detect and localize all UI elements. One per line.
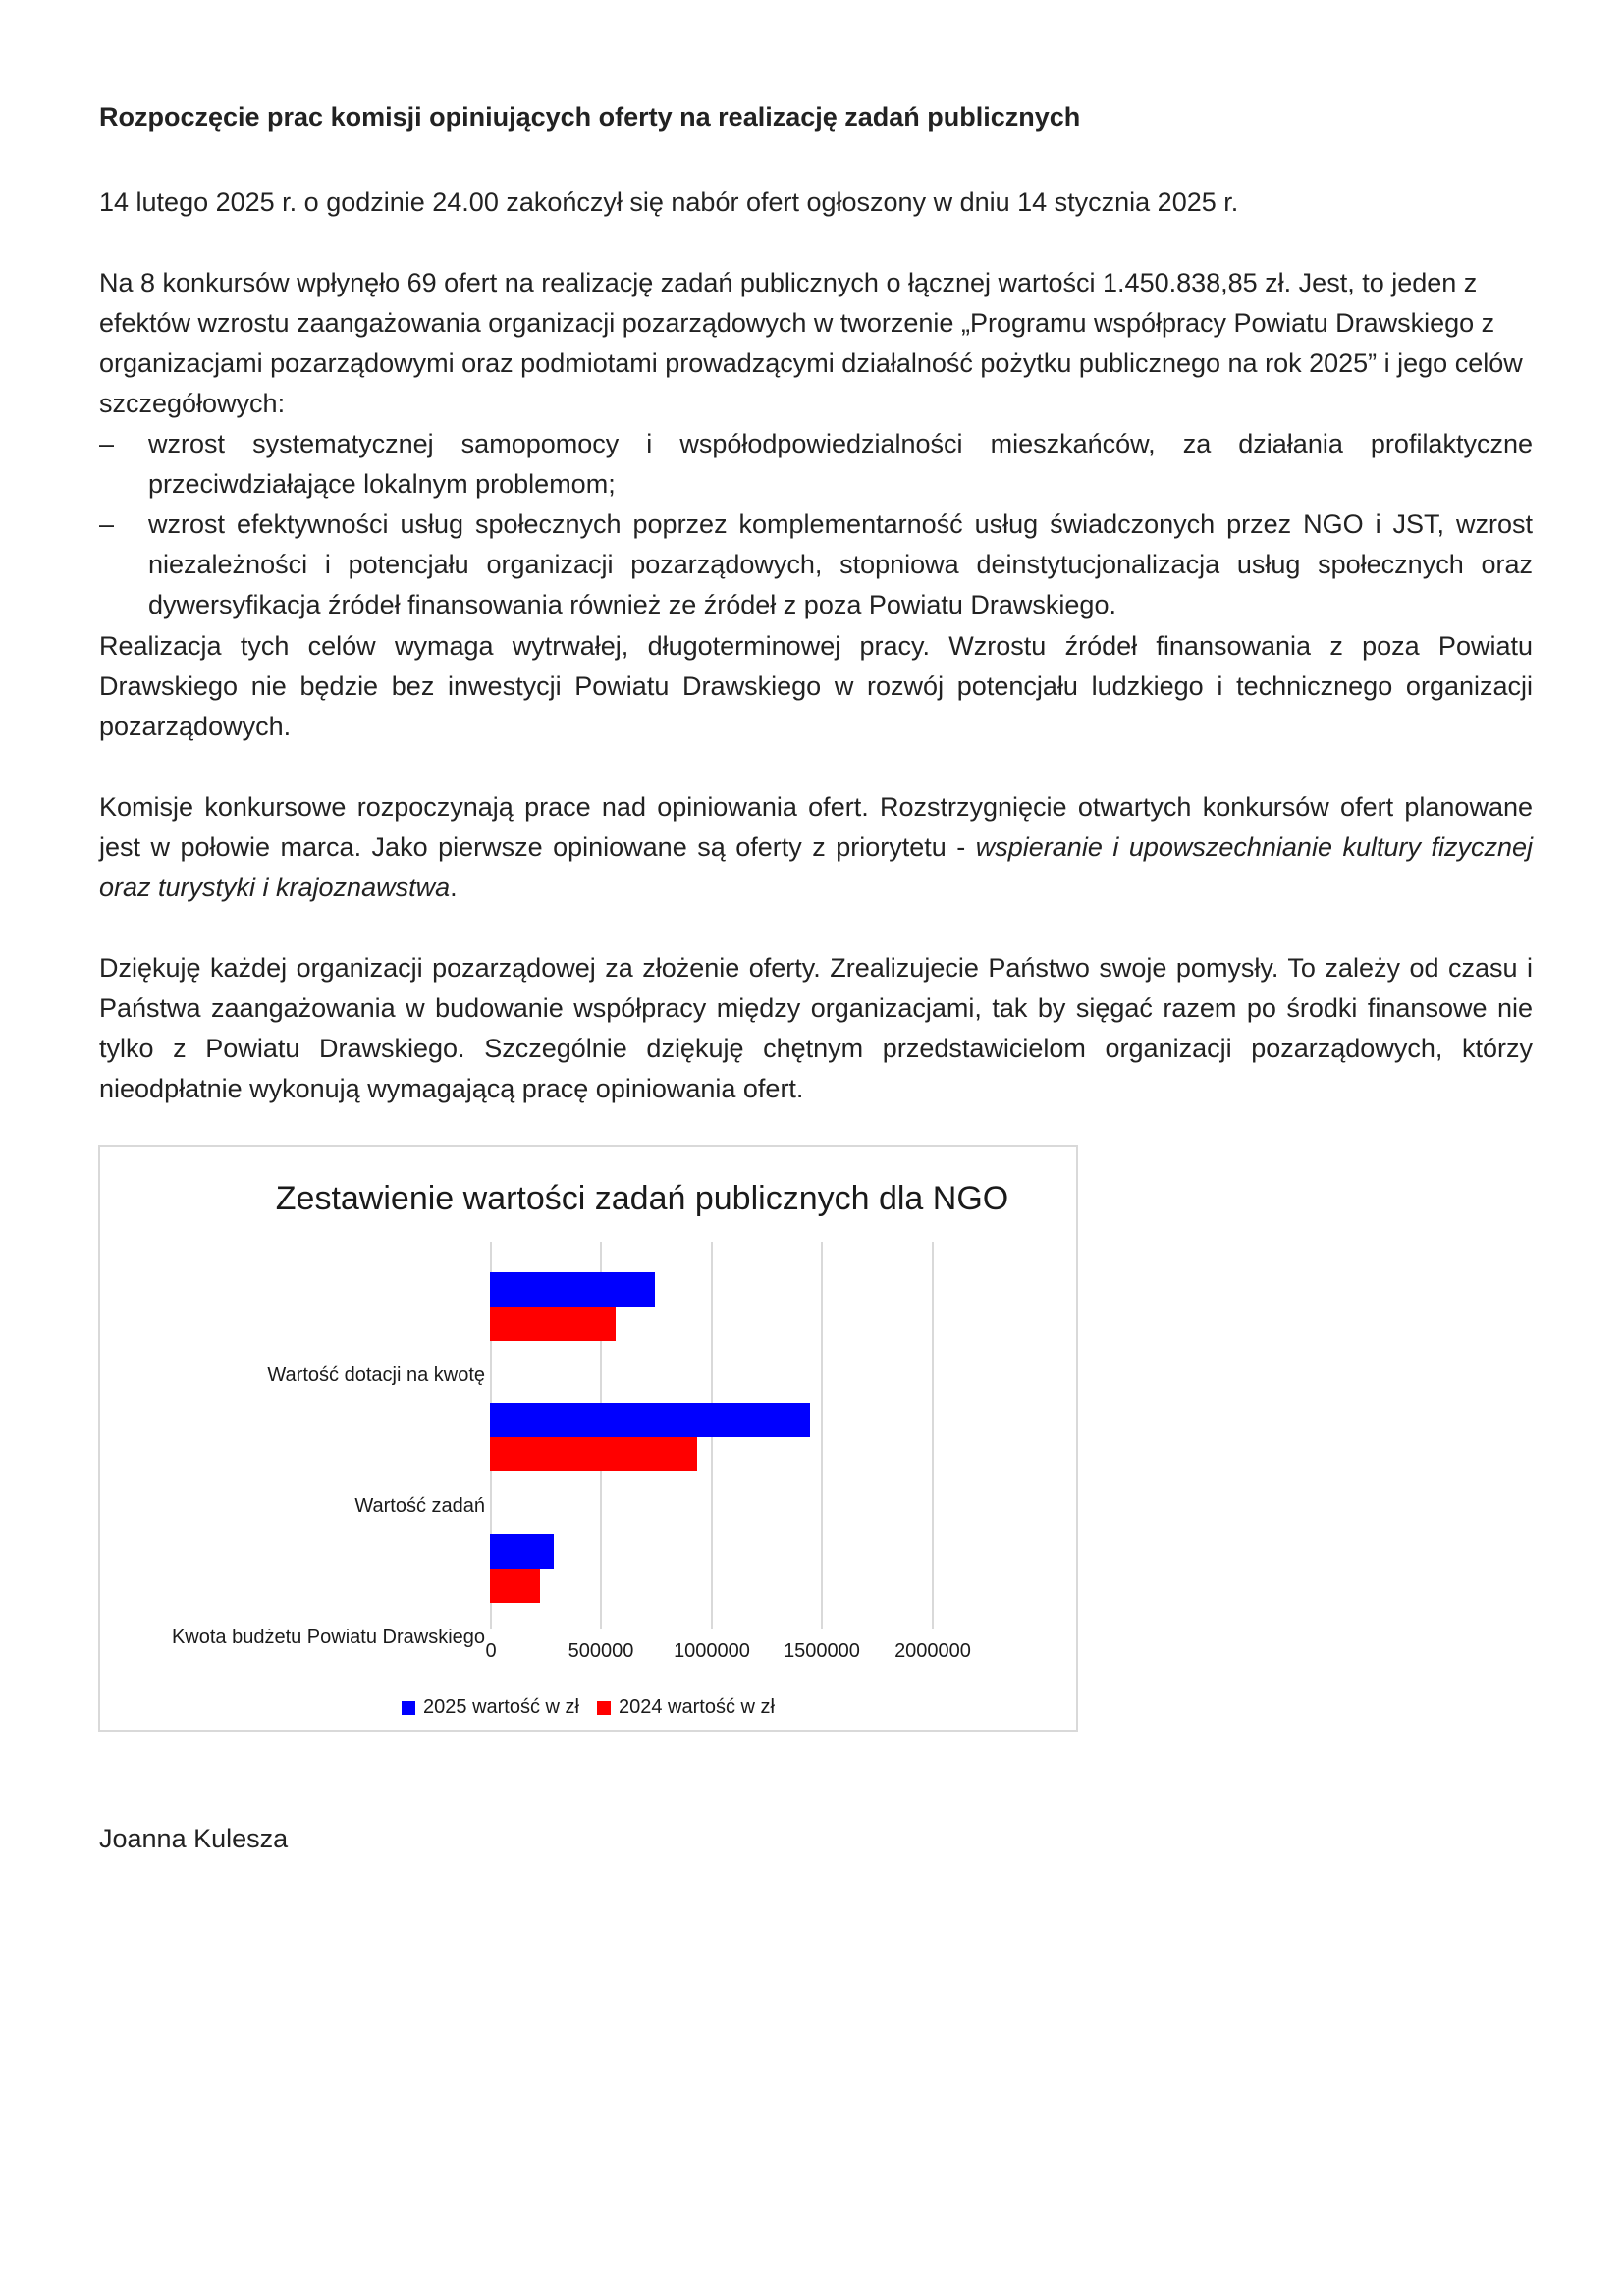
paragraph-end-period: . <box>450 873 458 902</box>
chart-title: Zestawienie wartości zadań publicznych dla NGO <box>275 1180 1009 1217</box>
bar-2025 <box>490 1403 810 1437</box>
bar-2024 <box>490 1307 616 1341</box>
gridline <box>821 1242 823 1629</box>
list-item-text: wzrost efektywności usług społecznych poprzez komplementarność usług świadczonych przez NGO i JST, wzrost niezależności i potencjału organizacji pozarządowych, stopniowa deinstytucjonalizacja usług społecznych oraz dywersyfikacja źródeł finansowania również ze źródeł z poza Powiatu Drawskiego. <box>148 509 1533 619</box>
bar-chart <box>98 1145 1078 1732</box>
bar-2025 <box>490 1534 554 1569</box>
chart-legend <box>100 1696 1076 1719</box>
x-tick-label: 1000000 <box>674 1640 750 1662</box>
goals-list <box>99 424 1533 625</box>
list-dash-marker: – <box>99 509 115 539</box>
bar-2025 <box>490 1272 655 1307</box>
paragraph-commissions <box>99 787 1533 908</box>
legend-label: 2025 wartość w zł <box>423 1696 579 1718</box>
priority-italic-text: wspieranie i upowszechnianie kultury fizycznej oraz turystyki i krajoznawstwa <box>99 832 1533 902</box>
paragraph-goals-realization: Realizacja tych celów wymaga wytrwałej, długoterminowej pracy. Wzrostu źródeł finansowania z poza Powiatu Drawskiego nie będzie bez inwestycji Powiatu Drawskiego w rozwój potencjału ludzkiego i technicznego organizacji pozarządowych. <box>99 631 1533 741</box>
list-item <box>99 424 1533 505</box>
x-tick-label: 2000000 <box>894 1640 971 1662</box>
signature: Joanna Kulesza <box>99 1824 289 1853</box>
legend-item-2025 <box>402 1696 579 1719</box>
gridline <box>932 1242 934 1629</box>
list-item-text: wzrost systematycznej samopomocy i współodpowiedzialności mieszkańców, za działania profilaktyczne przeciwdziałające lokalnym problemom; <box>148 429 1533 499</box>
x-tick-label: 0 <box>485 1640 497 1662</box>
legend-item-2024 <box>597 1696 775 1719</box>
category-label: Wartość zadań <box>354 1495 485 1517</box>
legend-label: 2024 wartość w zł <box>619 1696 775 1718</box>
document-title: Rozpoczęcie prac komisji opiniujących oferty na realizację zadań publicznych <box>99 102 1081 132</box>
paragraph-offers-summary: Na 8 konkursów wpłynęło 69 ofert na realizację zadań publicznych o łącznej wartości 1.450.838,85 zł. Jest, to jeden z efektów wzrostu zaangażowania organizacji pozarządowych w tworzenie „Programu współpracy Powiatu Drawskiego z organizacjami pozarządowymi oraz podmiotami prowadzącymi działalność pożytku publicznego na rok 2025” i jego celów szczegółowych: <box>99 268 1523 418</box>
paragraph-commissions-text: Komisje konkursowe rozpoczynają prace nad opiniowania ofert. Rozstrzygnięcie otwartych konkursów ofert planowane jest w połowie marca. Jako pierwsze opiniowane są oferty z priorytetu - <box>99 792 1533 862</box>
paragraph-deadline: 14 lutego 2025 r. o godzinie 24.00 zakończył się nabór ofert ogłoszony w dniu 14 stycznia 2025 r. <box>99 187 1239 217</box>
list-dash-marker: – <box>99 429 115 458</box>
legend-swatch-blue-icon <box>402 1701 415 1715</box>
category-label: Wartość dotacji na kwotę <box>267 1364 485 1386</box>
list-item <box>99 505 1533 625</box>
category-label: Kwota budżetu Powiatu Drawskiego <box>171 1627 485 1648</box>
plot-area <box>490 1242 933 1629</box>
bar-2024 <box>490 1569 540 1603</box>
x-tick-label: 500000 <box>568 1640 634 1662</box>
x-tick-label: 1500000 <box>784 1640 860 1662</box>
legend-swatch-red-icon <box>597 1701 611 1715</box>
paragraph-thanks: Dziękuję każdej organizacji pozarządowej za złożenie oferty. Zrealizujecie Państwo swoje pomysły. To zależy od czasu i Państwa zaangażowania w budowanie współpracy między organizacjami, tak by sięgać razem po środki finansowe nie tylko z Powiatu Drawskiego. Szczególnie dziękuję chętnym przedstawicielom organizacji pozarządowych, którzy nieodpłatnie wykonują wymagającą pracę opiniowania ofert. <box>99 953 1533 1103</box>
bar-2024 <box>490 1437 697 1471</box>
